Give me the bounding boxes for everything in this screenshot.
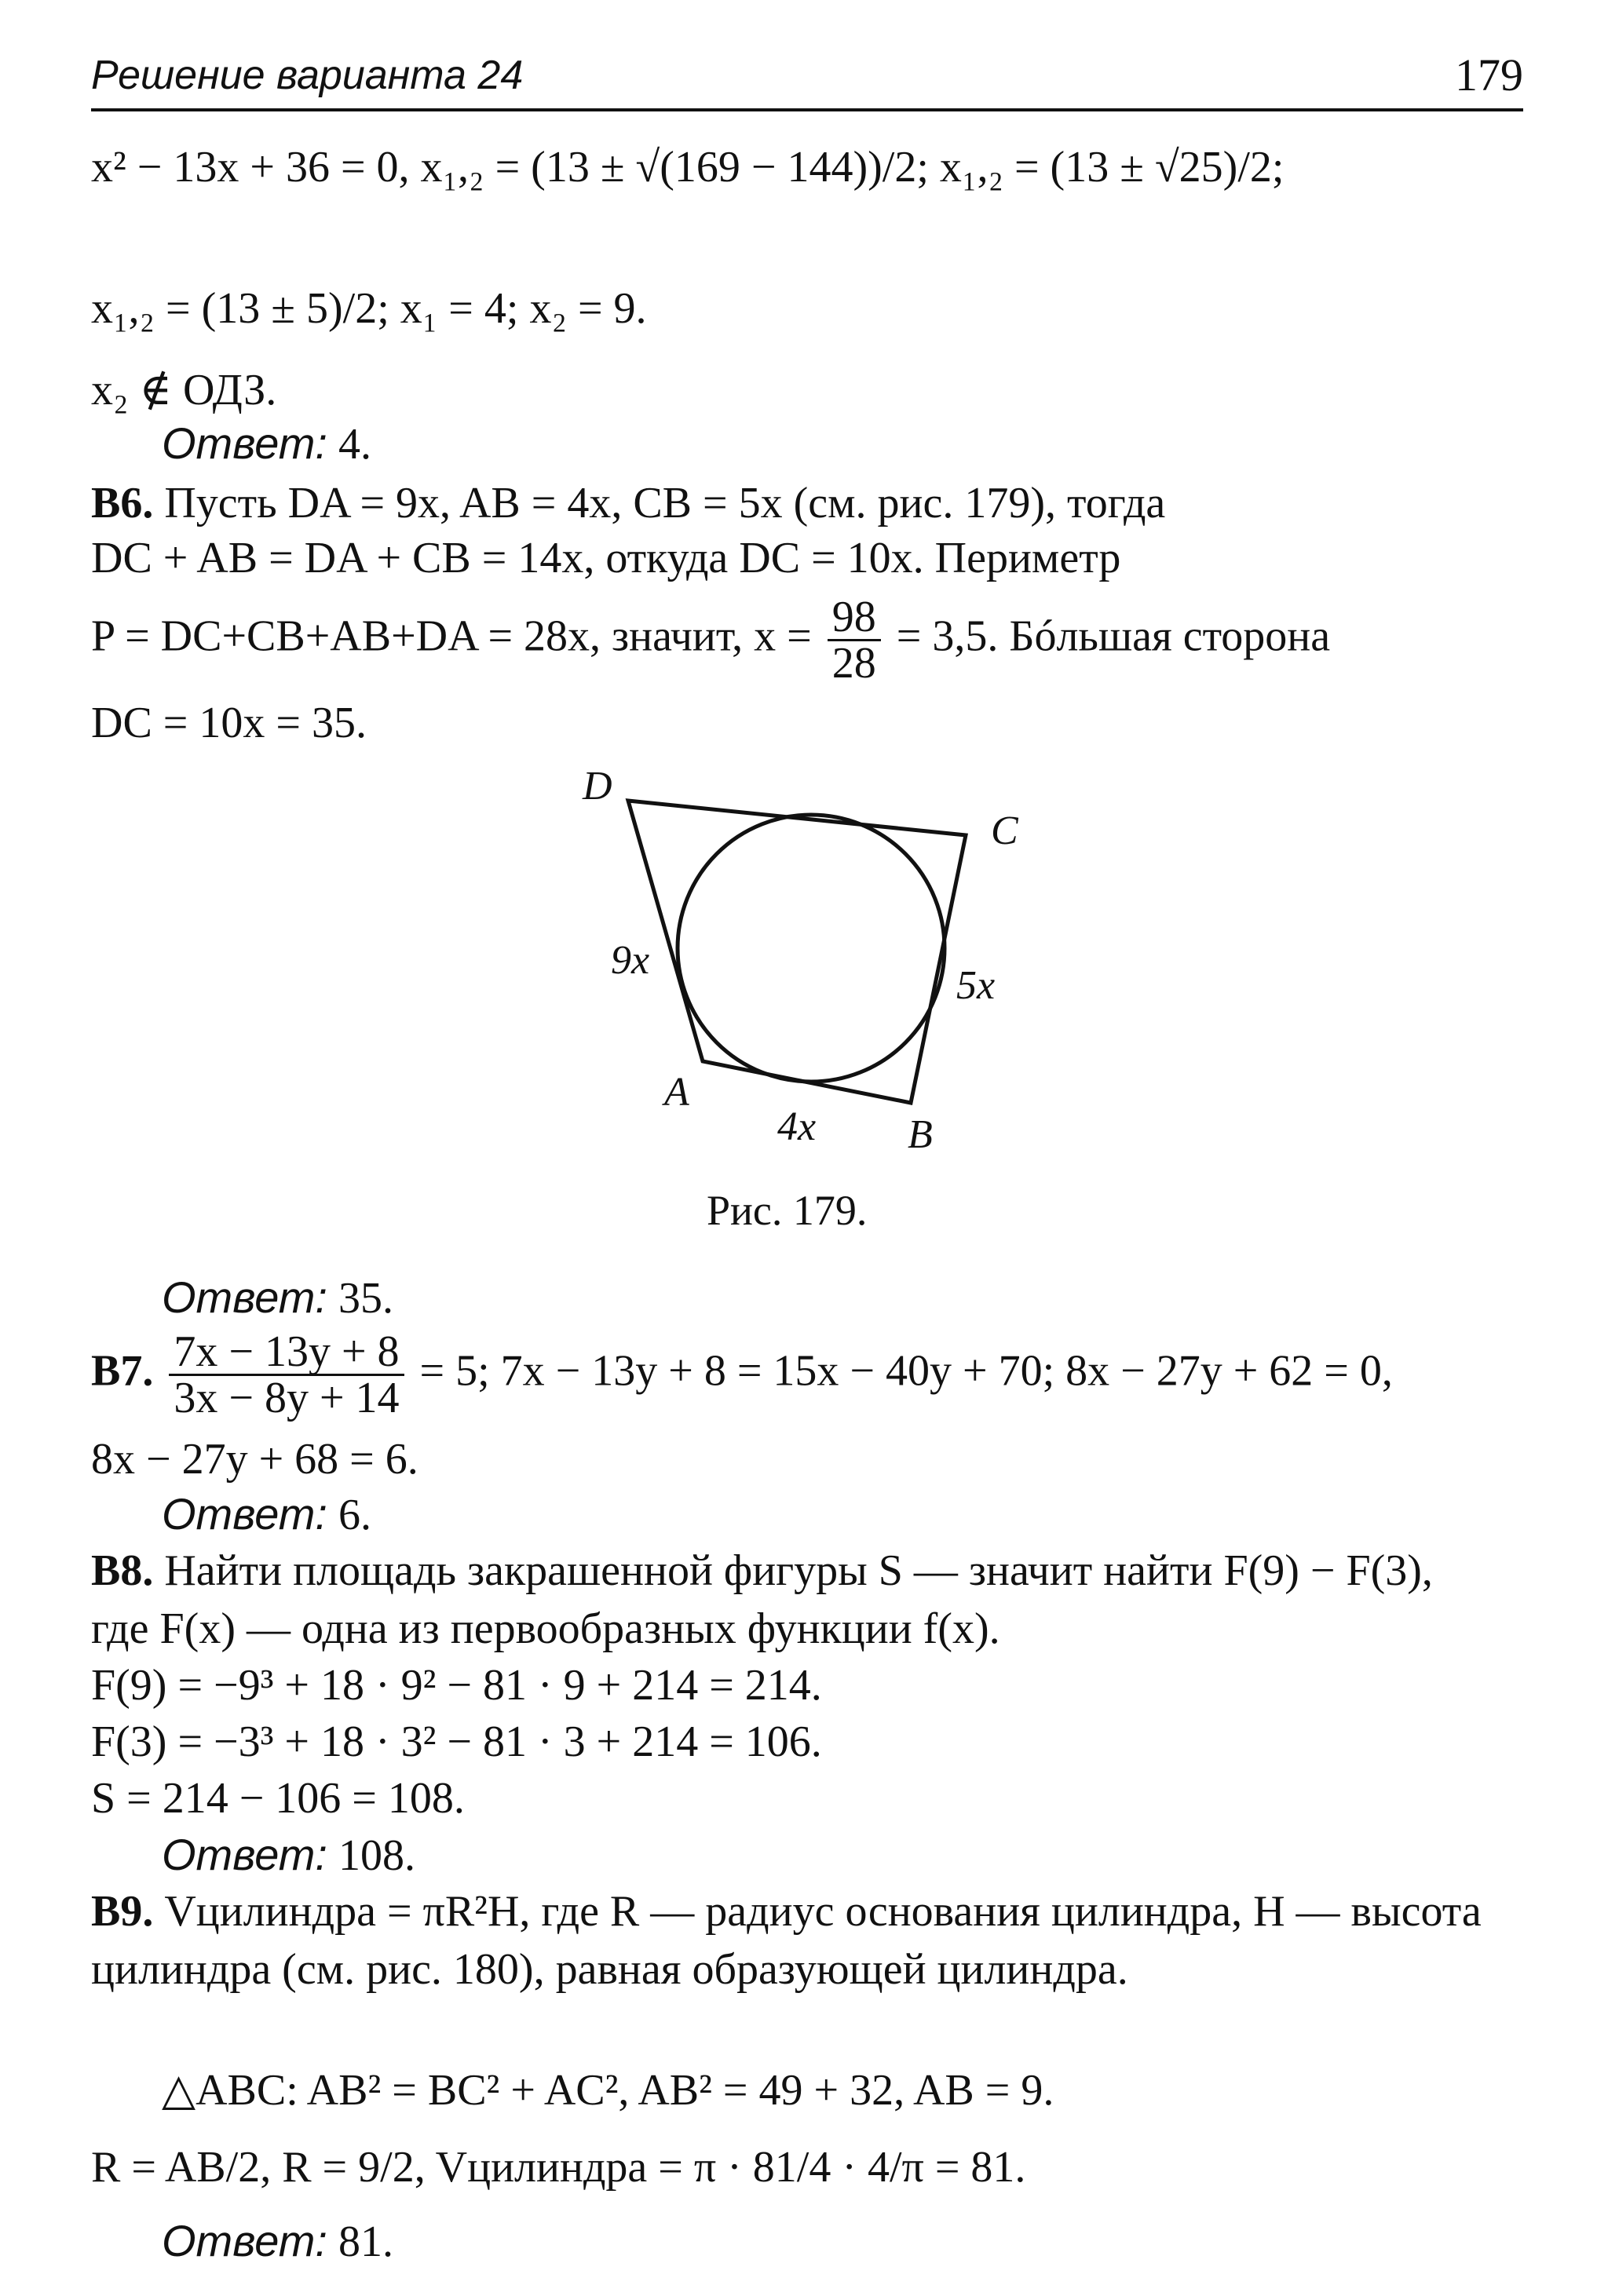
label-A: A <box>664 1070 689 1115</box>
b9-text-1: Vцилиндра = πR²H, где R — радиус основания цилиндра, H — высота <box>164 1887 1482 1936</box>
fraction-numerator: 98 <box>828 595 881 641</box>
fraction-denominator: 3x − 8y + 14 <box>174 1374 400 1422</box>
problem-label: В8. <box>91 1546 154 1595</box>
answer-b6 <box>162 1270 393 1326</box>
problem-label: В6. <box>91 479 154 527</box>
label-9x: 9x <box>611 938 650 983</box>
fraction-98-28 <box>828 593 881 688</box>
b8-line-3: F(9) = −9³ + 18 · 9² − 81 · 9 + 214 = 214. <box>91 1661 822 1710</box>
answer-b8 <box>162 1827 415 1883</box>
answer-b5 <box>162 416 371 472</box>
answer-value: 35. <box>338 1274 393 1323</box>
b6-line-2: DC + AB = DA + CB = 14x, откуда DC = 10x. Периметр <box>91 534 1121 582</box>
fraction-numerator: 7x − 13y + 8 <box>169 1330 404 1376</box>
b6-line-4: DC = 10x = 35. <box>91 699 367 747</box>
line-quadratic: x² − 13x + 36 = 0, x₁,₂ = (13 ± √(169 − 144))/2; x₁,₂ = (13 ± √25)/2; <box>91 143 1285 192</box>
b6-line-1 <box>91 476 1165 531</box>
inscribed-circle <box>678 815 945 1082</box>
b8-text-1: Найти площадь закрашенной фигуры S — значит найти F(9) − F(3), <box>164 1546 1433 1595</box>
b7-line-2: 8x − 27y + 68 = 6. <box>91 1435 418 1484</box>
problem-label: В9. <box>91 1887 154 1936</box>
answer-label: Ответ: <box>162 2216 327 2265</box>
b8-line-4: F(3) = −3³ + 18 · 3² − 81 · 3 + 214 = 106. <box>91 1717 822 1766</box>
b9-line-2: цилиндра (см. рис. 180), равная образующей цилиндра. <box>91 1945 1128 1994</box>
b6-text-1: Пусть DA = 9x, AB = 4x, CB = 5x (см. рис. 179), тогда <box>164 479 1166 527</box>
b6-text-3a: P = DC+CB+AB+DA = 28x, значит, x = <box>91 611 812 661</box>
page-number: 179 <box>1455 49 1523 100</box>
line-roots: x₁,₂ = (13 ± 5)/2; x₁ = 4; x₂ = 9. <box>91 284 647 333</box>
b9-line-3: △ABC: AB² = BC² + AC², AB² = 49 + 32, AB = 9. <box>162 2066 1054 2115</box>
label-5x: 5x <box>956 963 996 1008</box>
answer-value: 6. <box>338 1491 371 1539</box>
b8-line-1 <box>91 1543 1433 1598</box>
b8-line-5: S = 214 − 106 = 108. <box>91 1774 465 1823</box>
b7-fraction <box>169 1327 404 1422</box>
b7-line-1 <box>91 1327 1393 1422</box>
label-D: D <box>583 764 612 809</box>
b9-line-4: R = AB/2, R = 9/2, Vцилиндра = π · 81/4 · 4/π = 81. <box>91 2143 1026 2192</box>
answer-label: Ответ: <box>162 418 327 468</box>
quadrilateral <box>628 801 966 1103</box>
b8-line-2: где F(x) — одна из первообразных функции f(x). <box>91 1604 1000 1653</box>
answer-value: 4. <box>338 420 371 469</box>
running-title: Решение варианта 24 <box>91 53 524 98</box>
answer-label: Ответ: <box>162 1830 327 1879</box>
answer-label: Ответ: <box>162 1272 327 1322</box>
answer-value: 81. <box>338 2218 393 2266</box>
b7-text-1: = 5; 7x − 13y + 8 = 15x − 40y + 70; 8x − 27y + 62 = 0, <box>419 1346 1393 1396</box>
answer-label: Ответ: <box>162 1489 327 1539</box>
answer-b7 <box>162 1487 371 1542</box>
page-header <box>91 47 1523 111</box>
label-C: C <box>991 809 1018 853</box>
b9-line-1 <box>91 1884 1482 1939</box>
b6-line-3 <box>91 593 1331 688</box>
line-odz: x₂ ∉ ОДЗ. <box>91 366 277 414</box>
figure-caption: Рис. 179. <box>707 1187 868 1234</box>
answer-b9 <box>162 2214 393 2269</box>
fraction-denominator: 28 <box>831 639 876 688</box>
b6-text-3b: = 3,5. Бóльшая сторона <box>896 611 1331 661</box>
label-4x: 4x <box>777 1104 817 1149</box>
label-B: B <box>908 1112 933 1157</box>
problem-label: В7. <box>91 1346 154 1396</box>
answer-value: 108. <box>338 1831 415 1880</box>
